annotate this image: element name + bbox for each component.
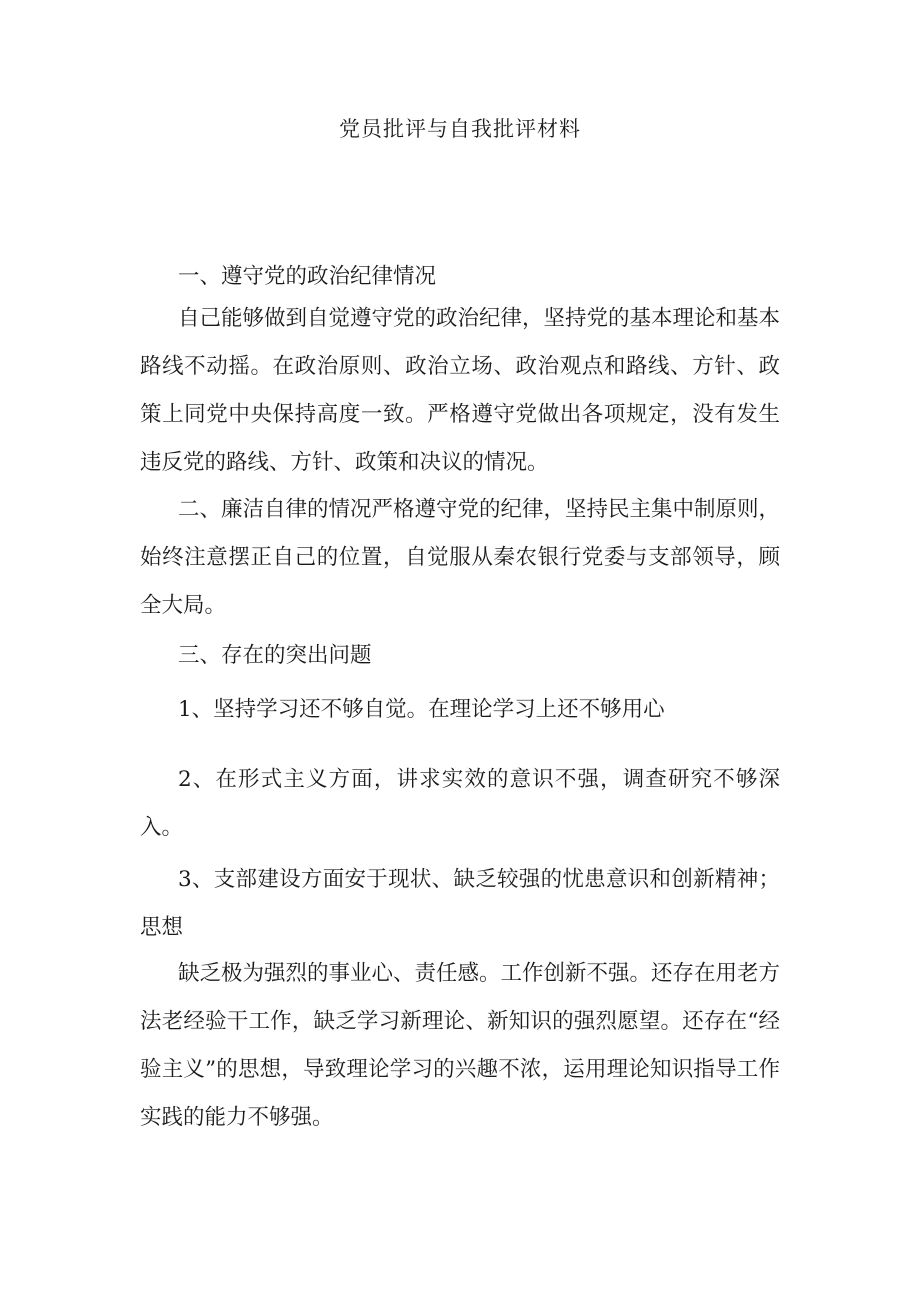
section-heading-3: 三、存在的突出问题 — [178, 643, 372, 668]
paragraph-lack-of-motivation: 缺乏极为强烈的事业心、责任感。工作创新不强。还存在用老方法老经验干工作，缺乏学习新理论、新知识的强烈愿望。还存在“经验主义”的思想，导致理论学习的兴趣不浓，运用理论知识指导工作实践的能力不够强。 — [140, 961, 781, 1130]
section-heading-1: 一、遵守党的政治纪律情况 — [178, 264, 437, 289]
paragraph-integrity: 二、廉洁自律的情况严格遵守党的纪律，坚持民主集中制原则，始终注意摆正自己的位置，自觉服从秦农银行党委与支部领导，顾全大局。 — [140, 497, 781, 618]
problem-item-3: 3、支部建设方面安于现状、缺乏较强的忧患意识和创新精神；思想 — [140, 867, 780, 940]
document-title: 党员批评与自我批评材料 — [339, 117, 581, 141]
paragraph-political-discipline: 自己能够做到自觉遵守党的政治纪律，坚持党的基本理论和基本路线不动摇。在政治原则、政治立场、政治观点和路线、方针、政策上同党中央保持高度一致。严格遵守党做出各项规定，没有发生违反党的路线、方针、政策和决议的情况。 — [140, 306, 781, 475]
problem-item-2: 2、在形式主义方面，讲求实效的意识不强，调查研究不够深入。 — [140, 767, 780, 840]
problem-item-1: 1、坚持学习还不够自觉。在理论学习上还不够用心 — [178, 697, 665, 722]
